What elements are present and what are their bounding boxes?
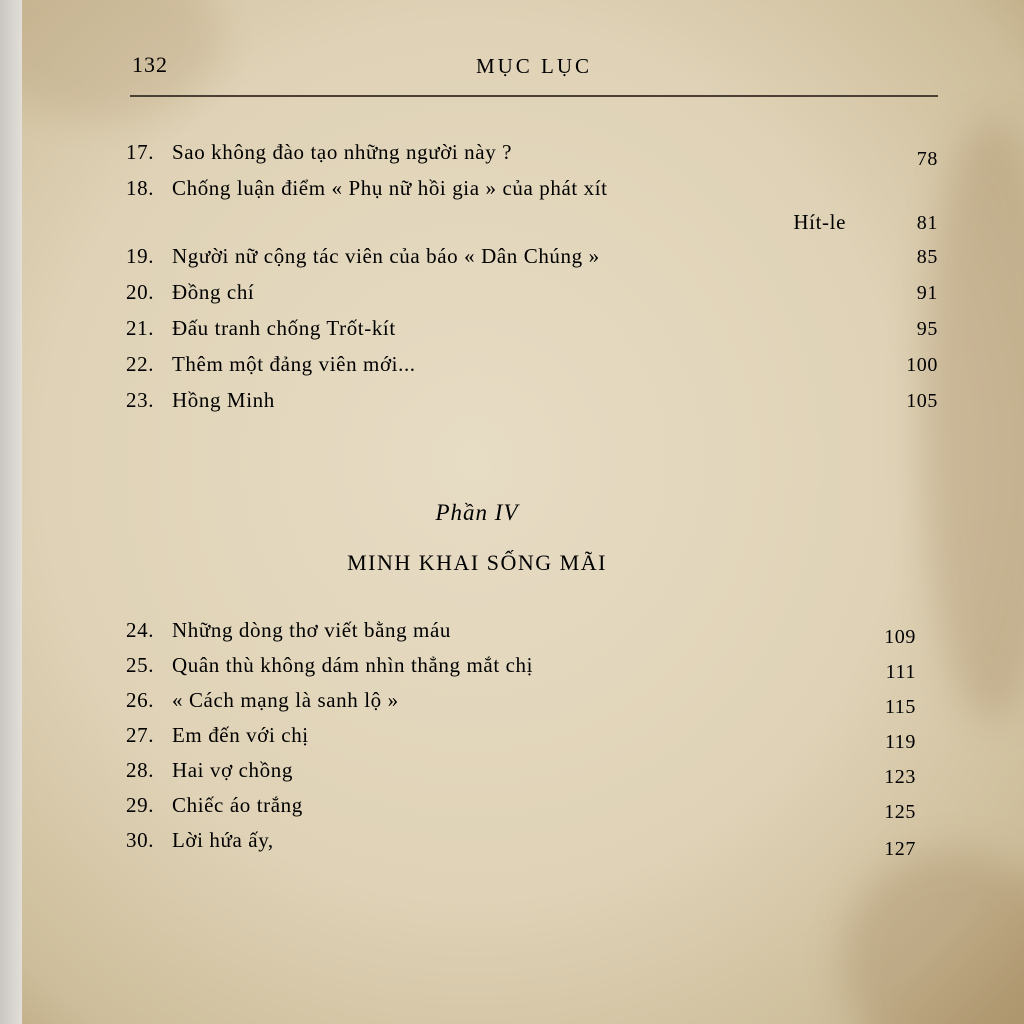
- toc-entry-title: Em đến với chị: [172, 723, 309, 747]
- toc-entry-number: 24.: [126, 618, 155, 642]
- toc-entry-title: Lời hứa ấy,: [172, 828, 274, 852]
- toc-entry-number: 25.: [126, 653, 155, 677]
- toc-entry-title: Người nữ cộng tác viên của báo « Dân Chúng »: [172, 244, 600, 268]
- toc-entry-number: 26.: [126, 688, 155, 712]
- part-title: MINH KHAI SỐNG MÃI: [347, 550, 607, 575]
- toc-entry-number: 30.: [126, 828, 155, 852]
- toc-entry: [126, 618, 916, 653]
- part-label: Phần IV: [435, 500, 519, 525]
- toc-entry: [126, 758, 916, 793]
- toc-entry-continuation: [126, 210, 938, 244]
- toc-entry-title: Hai vợ chồng: [172, 758, 293, 782]
- toc-entry-page: 105: [906, 390, 938, 412]
- toc-entry: [126, 828, 916, 863]
- paper-stain: [842, 850, 1024, 1024]
- toc-entry-title: Chống luận điểm « Phụ nữ hồi gia » của phát xít: [172, 176, 608, 200]
- toc-entry: [126, 352, 938, 388]
- toc-entry-title-continuation: Hít-le: [793, 210, 846, 234]
- toc-entry-page: 91: [916, 282, 938, 304]
- toc-entry-page: 81: [916, 212, 938, 234]
- toc-entry-page: 95: [916, 318, 938, 340]
- toc-entry-page: 127: [884, 838, 916, 860]
- toc-entry: [126, 244, 938, 280]
- toc-entry-number: 29.: [126, 793, 155, 817]
- toc-entry-page: 78: [916, 148, 938, 170]
- toc-entry: [126, 388, 938, 424]
- toc-entry: [126, 723, 916, 758]
- toc-entry-title: Sao không đào tạo những người này ?: [172, 140, 513, 164]
- toc-entry-page: 115: [884, 696, 916, 718]
- toc-entry-page: 109: [884, 626, 916, 648]
- page-header: [132, 48, 936, 88]
- toc-group-1: [126, 140, 938, 424]
- toc-entry: [126, 316, 938, 352]
- page-number: 132: [132, 52, 168, 77]
- toc-entry: [126, 280, 938, 316]
- toc-entry-number: 20.: [126, 280, 155, 304]
- toc-entry-title: Những dòng thơ viết bằng máu: [172, 618, 452, 642]
- toc-entry-number: 22.: [126, 352, 155, 376]
- toc-entry-number: 23.: [126, 388, 155, 412]
- toc-entry-title: Chiếc áo trắng: [172, 793, 303, 817]
- toc-entry-number: 19.: [126, 244, 155, 268]
- toc-entry-title: « Cách mạng là sanh lộ »: [172, 688, 399, 712]
- toc-entry: [126, 793, 916, 828]
- toc-entry-number: 28.: [126, 758, 155, 782]
- toc-entry-number: 21.: [126, 316, 155, 340]
- toc-entry-page: 119: [884, 731, 916, 753]
- toc-entry: [126, 688, 916, 723]
- toc-entry-number: 27.: [126, 723, 155, 747]
- toc-entry-title: Đồng chí: [172, 280, 255, 304]
- toc-entry-title: Thêm một đảng viên mới...: [172, 352, 416, 376]
- page-title: MỤC LỤC: [475, 54, 593, 78]
- toc-entry-page: 111: [885, 661, 916, 683]
- toc-entry-title: Quân thù không dám nhìn thẳng mắt chị: [172, 653, 534, 677]
- toc-group-2: [126, 618, 916, 863]
- toc-entry-page: 125: [884, 801, 916, 823]
- toc-entry-title: Đấu tranh chống Trốt-kít: [172, 316, 396, 340]
- toc-entry-page: 100: [906, 354, 938, 376]
- toc-entry: [126, 140, 938, 176]
- toc-entry: [126, 176, 938, 210]
- toc-entry-number: 17.: [126, 140, 155, 164]
- toc-entry-page: 85: [916, 246, 938, 268]
- header-divider: [130, 95, 938, 97]
- toc-entry-number: 18.: [126, 176, 155, 200]
- toc-entry: [126, 653, 916, 688]
- toc-entry-page: 123: [884, 766, 916, 788]
- toc-entry-title: Hồng Minh: [172, 388, 275, 412]
